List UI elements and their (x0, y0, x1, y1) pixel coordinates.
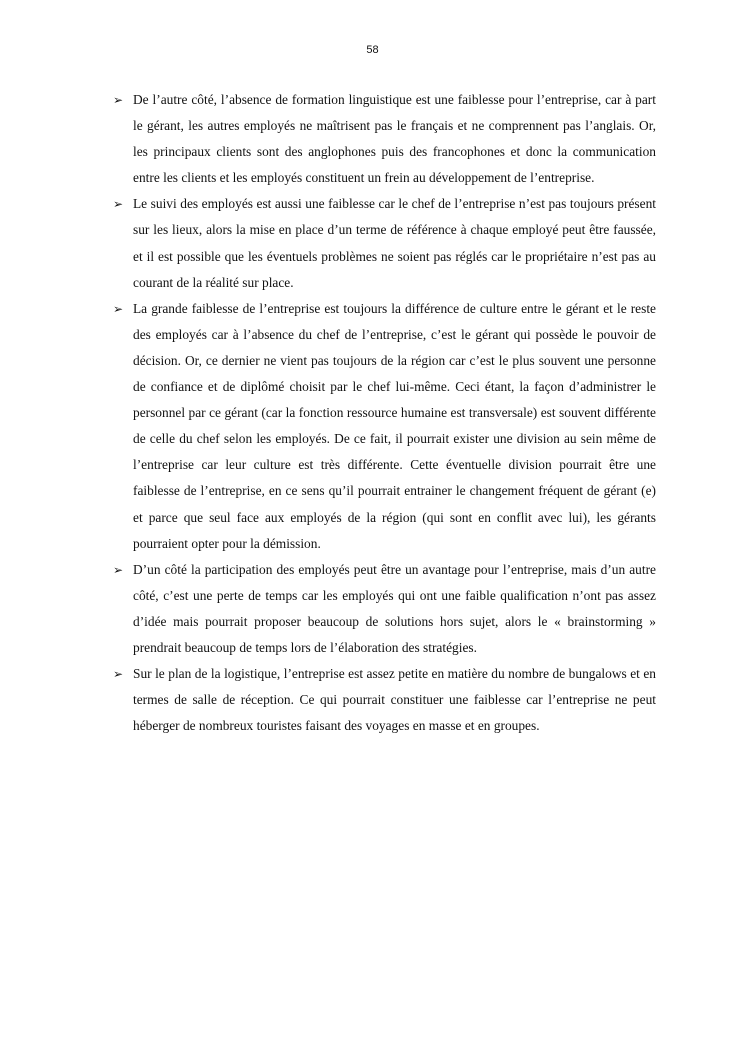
bullet-item (113, 191, 656, 295)
arrowhead-bullet-icon: ➢ (113, 562, 124, 577)
arrowhead-bullet-icon: ➢ (113, 93, 124, 107)
bullet-list (113, 87, 656, 739)
bullet-text: La grande faiblesse de l’entreprise est toujours la différence de culture entre le gérant et le reste des employés car à l’absence du chef de l’entreprise, c’est le gérant qui possède le pouvoir de décision. Or, ce dernier ne vient pas toujours de la région car c’est le plus souvent une personne de confiance et de diplômé choisit par le chef lui-même. Ceci étant, la façon d’administrer le personnel par ce gérant (car la fonction ressource humaine est transversale) est souvent différente de celle du chef selon les employés. De ce fait, il pourrait exister une division au sein même de l’entreprise car leur culture est très différente. Cette éventuelle division pourrait être une faiblesse de l’entreprise, en ce sens qu’il pourrait entrainer le changement fréquent de gérant (e) et parce que seul face aux employés de la région (qui sont en conflit avec lui), les gérants pourraient opter pour la démission. (133, 300, 656, 551)
bullet-text: De l’autre côté, l’absence de formation linguistique est une faiblesse pour l’entreprise, car à part le gérant, les autres employés ne maîtrisent pas le français et ne comprennent pas l’anglais. Or, les principaux clients sont des anglophones puis des francophones et donc la communication entre les clients et les employés constituent un frein au développement de l’entreprise. (133, 92, 656, 186)
arrowhead-bullet-icon: ➢ (113, 301, 124, 316)
arrowhead-bullet-icon: ➢ (113, 667, 124, 682)
arrowhead-bullet-icon: ➢ (113, 197, 124, 212)
bullet-text: D’un côté la participation des employés peut être un avantage pour l’entreprise, mais d’un autre côté, c’est une perte de temps car les employés qui ont une faible qualification n’ont pas assez d’idée mais pourrait proposer beaucoup de solutions hors sujet, alors le « brainstorming » prendrait beaucoup de temps lors de l’élaboration des stratégies. (133, 561, 656, 655)
bullet-item (113, 557, 656, 661)
bullet-text: Le suivi des employés est aussi une faiblesse car le chef de l’entreprise n’est pas toujours présent sur les lieux, alors la mise en place d’un terme de référence à chaque employé peut être faussée, et il est possible que les éventuels problèmes ne soient pas réglés car le propriétaire n’est pas au courant de la réalité sur place. (133, 196, 656, 290)
bullet-text: Sur le plan de la logistique, l’entreprise est assez petite en matière du nombre de bungalows et en termes de salle de réception. Ce qui pourrait constituer une faiblesse car l’entreprise ne peut héberger de nombreux touristes faisant des voyages en masse et en groupes. (133, 666, 656, 734)
bullet-item (113, 296, 656, 557)
bullet-item (113, 661, 656, 739)
bullet-item (113, 87, 656, 191)
page-number: 58 (366, 44, 379, 56)
